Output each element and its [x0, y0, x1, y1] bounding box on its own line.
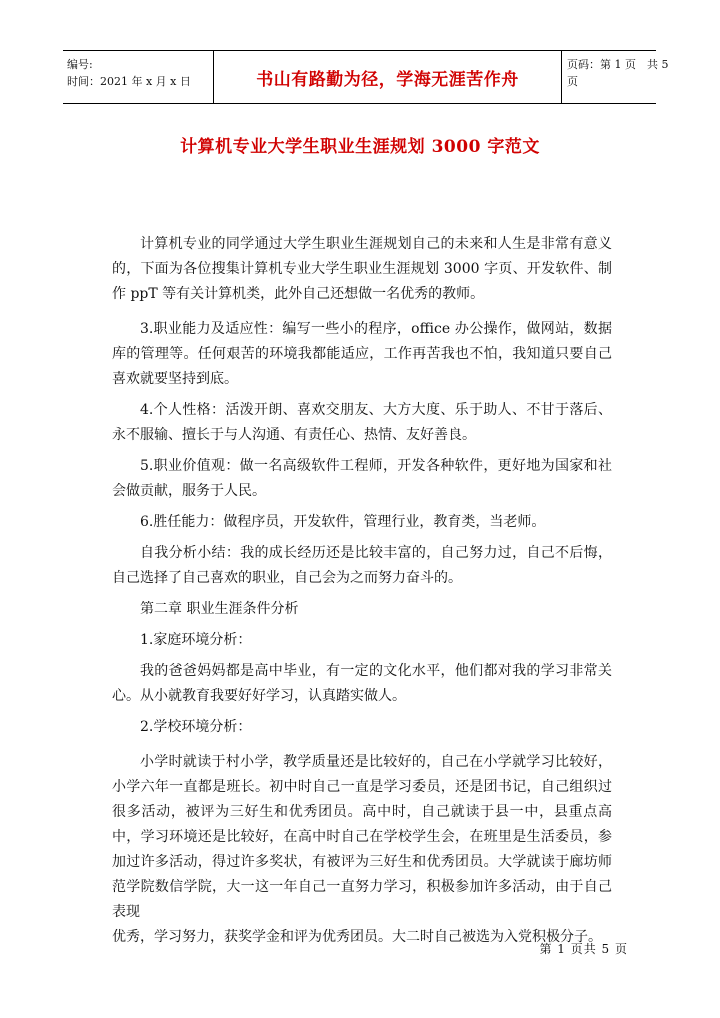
page-info-line2: 页	[567, 75, 578, 88]
document-title: 计算机专业大学生职业生涯规划 3000 字范文	[180, 137, 540, 157]
section-family: 1.家庭环境分析：	[140, 632, 252, 648]
paragraph-ability: 3.职业能力及适应性：编写一些小的程序，office 办公操作，做网站，数据库的管理等。任何艰苦的环境我都能适应，工作再苦我也不怕，我知道只要自己喜欢就要坚持到底。	[112, 321, 612, 387]
header-right-cell	[561, 51, 669, 103]
header-left-cell	[63, 51, 213, 103]
page-info-line1: 页码：第 1 页 共 5	[567, 58, 669, 71]
document-number-label: 编号:	[67, 58, 93, 71]
section-school: 2.学校环境分析：	[140, 719, 252, 735]
paragraph-personality: 4.个人性格：活泼开朗、喜欢交朋友、大方大度、乐于助人、不甘于落后、永不服输、擅长于与人沟通、有责任心、热情、友好善良。	[112, 402, 612, 443]
header-center-cell	[213, 51, 562, 103]
header-motto: 书山有路勤为径，学海无涯苦作舟	[256, 69, 519, 90]
document-time-label: 时间：2021 年 x 月 x 日	[67, 75, 191, 88]
header-table	[63, 50, 669, 104]
chapter-heading: 第二章 职业生涯条件分析	[140, 601, 299, 617]
page-footer: 第 1 页共 5 页	[539, 942, 628, 956]
paragraph-self-summary: 自我分析小结：我的成长经历还是比较丰富的，自己努力过，自己不后悔，自己选择了自己喜欢的职业，自己会为之而努力奋斗的。	[112, 545, 612, 586]
paragraph-intro: 计算机专业的同学通过大学生职业生涯规划自己的未来和人生是非常有意义的，下面为各位搜集计算机专业大学生职业生涯规划 3000 字页、开发软件、制作 ppT 等有关计算机类，此外自己还想做一名优秀的教师。	[112, 236, 612, 302]
paragraph-school: 小学时就读于村小学，教学质量还是比较好的，自己在小学就学习比较好，小学六年一直都是班长。初中时自己一直是学习委员，还是团书记，自己组织过很多活动，被评为三好生和优秀团员。高中时，自己就读于县一中，县重点高中，学习环境还是比较好，在高中时自己在学校学生会，在班里是生活委员，参加过许多活动，得过许多奖状，有被评为三好生和优秀团员。大学就读于廊坊师范学院数信学院，大一这一年自己一直努力学习，积极参加许多活动，由于自己表现	[112, 754, 612, 920]
paragraph-competence: 6.胜任能力：做程序员，开发软件，管理行业，教育类，当老师。	[140, 514, 546, 530]
document-body	[112, 232, 612, 950]
paragraph-values: 5.职业价值观：做一名高级软件工程师，开发各种软件，更好地为国家和社会做贡献，服务于人民。	[112, 458, 612, 499]
paragraph-school-continued: 优秀，学习努力，获奖学金和评为优秀团员。大二时自己被选为入党积极分子。	[112, 929, 602, 945]
paragraph-family: 我的爸爸妈妈都是高中毕业，有一定的文化水平，他们都对我的学习非常关心。从小就教育我要好好学习，认真踏实做人。	[112, 663, 612, 704]
